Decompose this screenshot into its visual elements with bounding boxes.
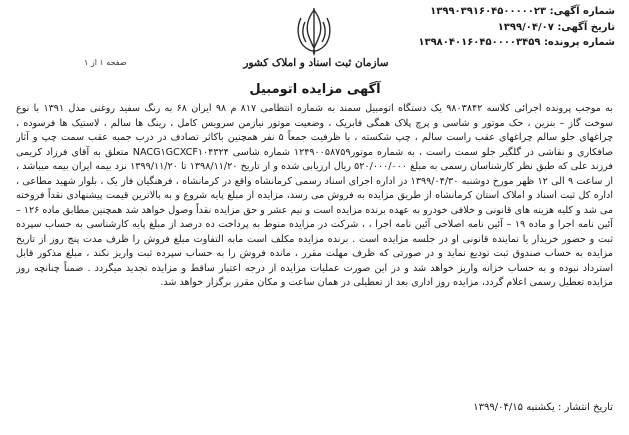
notice-number-row — [418, 4, 615, 20]
notice-date-label: تاریخ آگهی: — [557, 21, 615, 33]
organization-name: سازمان ثبت اسناد و املاک کشور — [243, 57, 389, 69]
publication-date-value: ۱۳۹۹/۰۴/۱۵ — [473, 402, 523, 413]
notice-title: آگهی مزایده اتومبیل — [249, 82, 381, 97]
notice-number-label: شماره آگهی: — [549, 6, 615, 17]
notice-date: ۱۳۹۹/۰۴/۰۷ — [497, 21, 554, 33]
notice-body: به موجب پرونده اجرائی کلاسه ۹۸۰۳۸۴۲ یک دستگاه اتومبیل سمند به شماره انتظامی ۸۱۷ م ۹۸ ایران ۶۸ به رنگ سفید روغنی مدل ۱۳۹۱ با نوع سوخت گاز – بنزین ، حک موتور و شاسی و پرچ پلاک همگی فابریک ، وضعیت موتور نیازمن سرویس کامل ، رینگ ها سالم ، لاستیک ها فرسوده ، چراغهای جلو سالم چراغهای عقب راست سالم ، چپ شکسته ، با ظرفیت جمعاً ۵ نفر همچنین باکاثر تصادف در درب جمبه عقب سمت چپ و آثار صافکاری و نقاشی در گلگیر جلو سمت راست ، به شماره موتور۱۲۴۹۰۰۵۸۷۵۹ شماره شاسی NACG۱GCXCF۱۰۴۳۲۴ متعلق به آقای فرزاد کریمی فرزند علی که طبق نظر کارشناسان رسمی به مبلغ ۵۲۰/۰۰۰/۰۰۰ ریال ارزیابی شده و از تاریخ ۱۳۹۸/۱۱/۲۰ تا ۱۳۹۹/۱۱/۲۰ نزد بیمه ایران بیمه میباشد ، از ساعت ۹ الی ۱۲ ظهر مورخ دوشنبه ۱۳۹۹/۰۴/۳۰ در اداره اجرای اسناد رسمی کرمانشاه واقع در کرمانشاه ، فرهنگیان فاز یک ، بلوار شهید مطاعی ، اداره کل ثبت اسناد و املاک استان کرمانشاه از طریق مزایده به فروش می رسد، مزایده از مبلغ پایه شروع و به بالاترین قیمت پیشنهادی نقداً فروخته می شد و کلیه هزینه های قانونی و خلافی خودرو به عهده برنده مزایده است و نیم عشر و حق مزایده نقداً وصول خواهد شد همچنین مطابق ماده ۱۲۶ – آئین نامه اجرا و ماده ۱۹ – آئین نامه اصلاحی آئین نامه اجرا ، ، شرکت در مزایده منوط به پرداخت ده درصد از مبلغ پایه کارشناسی به حساب سپرده ثبت و حضور خریدار یا نماینده قانونی او در جلسه مزایده است . برنده مزایده مکلف است مابه التفاوت مبلغ فروش را ظرف مدت پنج روز از تاریخ مزایده به حساب صندوق ثبت تودیع نماید و در صورتی که ظرف مهلت مقرر ، مانده فروش را به حساب سپرده ثبت واریز نکند ، مبلغ مذکور قابل استرداد نبوده و به حساب خزانه واریز خواهد شد و در این صورت عملیات مزایده از درجه اعتبار ساقط و مزایده تجدید میگردد . ضمناً چنانچه روز مزایده تعطیل رسمی اعلام گردد، مزایده روز اداری بعد از تعطیلی در همان ساعت و مکان مقرر برگزار خواهد شد. — [16, 103, 613, 288]
file-number-row — [418, 35, 615, 51]
publication-date — [473, 402, 613, 413]
notice-metadata — [418, 4, 615, 51]
iran-emblem-icon — [286, 4, 342, 60]
page-indicator: صفحه ۱ از ۱ — [84, 58, 127, 67]
file-number: ۱۳۹۸۰۴۰۱۶۰۴۵۰۰۰۰۳۴۵۹ — [418, 37, 541, 48]
publication-label: تاریخ انتشار : یکشنبه — [526, 402, 613, 413]
file-number-label: شماره پرونده: — [543, 37, 615, 48]
notice-date-row — [418, 20, 615, 36]
notice-number: ۱۳۹۹۰۳۹۱۶۰۴۵۰۰۰۰۰۲۳ — [430, 6, 547, 17]
